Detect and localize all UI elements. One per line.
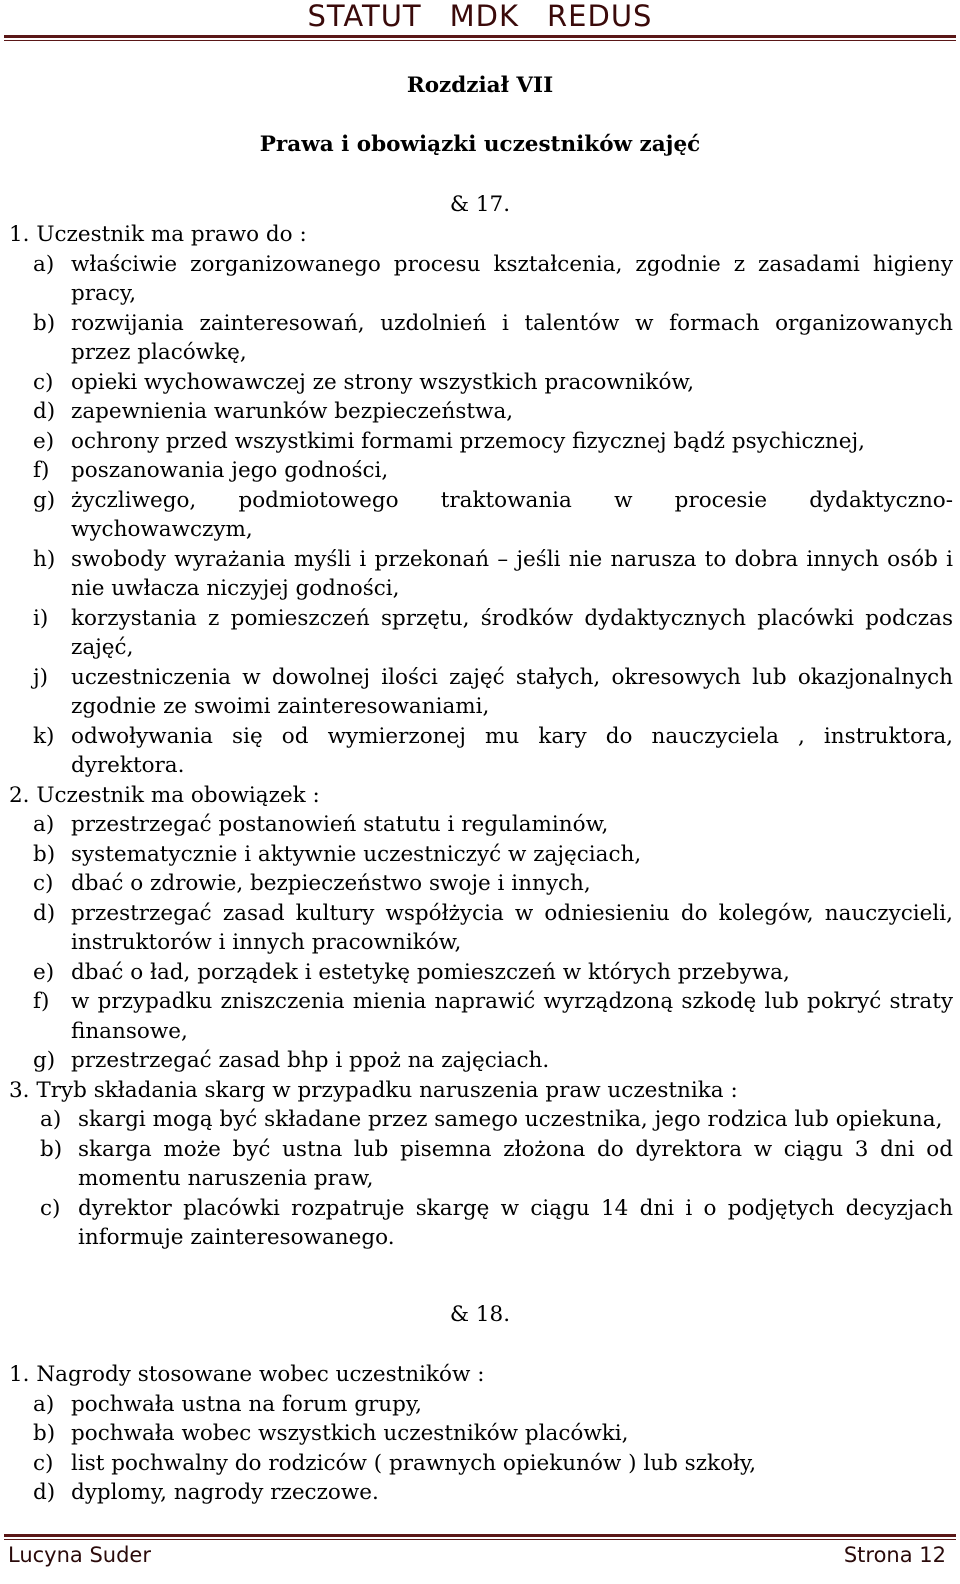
item-label: k)	[33, 723, 55, 749]
list-item	[9, 309, 953, 368]
list-item	[9, 1419, 953, 1449]
item-label: c)	[33, 369, 54, 395]
footer-rule-thin	[4, 1539, 956, 1540]
running-header	[0, 0, 960, 32]
item-text: odwoływania się od wymierzonej mu kary do nauczyciela , instruktora, dyrektora.	[71, 723, 953, 778]
point-1	[9, 220, 953, 250]
item-text: dyplomy, nagrody rzeczowe.	[71, 1480, 379, 1505]
item-label: f)	[33, 989, 50, 1014]
item-text: przestrzegać zasad kultury współżycia w odniesieniu do kolegów, nauczycieli, instruktorów i innych pracowników,	[71, 900, 953, 955]
list-item	[9, 1194, 953, 1253]
point-label: 3.	[9, 1077, 30, 1103]
header-word-3: REDUS	[547, 0, 653, 33]
item-text: właściwie zorganizowanego procesu kształcenia, zgodnie z zasadami higieny pracy,	[71, 251, 953, 306]
item-text: pochwała wobec wszystkich uczestników placówki,	[71, 1421, 629, 1446]
item-label: b)	[33, 310, 56, 336]
list-item	[9, 1135, 953, 1194]
list-item	[9, 1105, 953, 1135]
item-text: dyrektor placówki rozpatruje skargę w ciągu 14 dni i o podjętych decyzjach informuje zainteresowanego.	[78, 1195, 953, 1250]
header-rule-thick	[4, 35, 956, 38]
point-2	[9, 781, 953, 811]
item-text: rozwijania zainteresowań, uzdolnień i talentów w formach organizowanych przez placówkę,	[71, 310, 953, 365]
list-item	[9, 486, 953, 545]
section-heading-18: & 18.	[449, 1302, 511, 1327]
item-text: życzliwego, podmiotowego traktowania w procesie dydaktyczno-wychowawczym,	[71, 487, 953, 542]
list-item	[9, 1449, 953, 1479]
point-label: 2.	[9, 782, 30, 808]
point-text: Tryb składania skarg w przypadku naruszenia praw uczestnika :	[36, 1077, 738, 1103]
item-label: h)	[33, 546, 56, 572]
point-text: Uczestnik ma obowiązek :	[36, 782, 320, 808]
item-text: korzystania z pomieszczeń sprzętu, środków dydaktycznych placówki podczas zajęć,	[71, 605, 953, 660]
page-number: Strona 12	[843, 1543, 946, 1567]
item-label: b)	[40, 1136, 63, 1162]
item-text: poszanowania jego godności,	[71, 458, 389, 483]
item-text: skarga może być ustna lub pisemna złożona do dyrektora w ciągu 3 dni od momentu naruszenia praw,	[78, 1136, 953, 1191]
item-text: przestrzegać postanowień statutu i regulaminów,	[71, 812, 609, 837]
point-label: 1.	[9, 222, 30, 247]
point-label: 1.	[9, 1362, 30, 1387]
list-item	[9, 368, 953, 398]
item-text: dbać o ład, porządek i estetykę pomieszczeń w których przebywa,	[71, 959, 790, 985]
list-item	[9, 545, 953, 604]
item-label: d)	[33, 900, 56, 926]
list-item	[9, 1046, 953, 1076]
item-label: a)	[40, 1107, 62, 1132]
point-text: Uczestnik ma prawo do :	[36, 222, 307, 247]
header-rule-thin	[4, 40, 956, 41]
item-label: d)	[33, 399, 56, 424]
item-label: j)	[33, 664, 49, 690]
list-item	[9, 840, 953, 870]
footer-author: Lucyna Suder	[8, 1543, 151, 1567]
item-label: g)	[33, 487, 56, 513]
list-item	[9, 987, 953, 1046]
point-3	[9, 1076, 953, 1106]
item-label: e)	[33, 428, 55, 454]
list-item	[9, 604, 953, 663]
item-label: a)	[33, 1391, 55, 1417]
item-text: swobody wyrażania myśli i przekonań – jeśli nie narusza to dobra innych osób i nie uwłacza niczyjej godności,	[71, 546, 953, 601]
chapter-title: Prawa i obowiązki uczestników zajęć	[259, 132, 701, 157]
list-item	[9, 899, 953, 958]
item-label: c)	[33, 871, 54, 896]
item-text: list pochwalny do rodziców ( prawnych opiekunów ) lub szkoły,	[71, 1450, 757, 1476]
list-item	[9, 810, 953, 840]
footer-rule-thick	[4, 1534, 956, 1537]
section-18-body	[9, 1360, 953, 1508]
list-item	[9, 663, 953, 722]
list-item	[9, 958, 953, 988]
item-text: ochrony przed wszystkimi formami przemocy fizycznej bądź psychicznej,	[71, 428, 865, 454]
header-word-2: MDK	[449, 0, 520, 33]
list-item	[9, 722, 953, 781]
item-text: w przypadku zniszczenia mienia naprawić wyrządzoną szkodę lub pokryć straty finansowe,	[71, 989, 953, 1044]
item-text: systematycznie i aktywnie uczestniczyć w zajęciach,	[71, 841, 642, 867]
item-label: i)	[33, 605, 49, 631]
list-item	[9, 1390, 953, 1420]
item-label: a)	[33, 812, 55, 837]
list-item	[9, 397, 953, 427]
item-text: opieki wychowawczej ze strony wszystkich pracowników,	[71, 369, 695, 395]
item-label: e)	[33, 959, 55, 985]
item-label: b)	[33, 1421, 56, 1446]
section-heading-17: & 17.	[449, 192, 511, 217]
item-label: c)	[40, 1195, 61, 1221]
list-item	[9, 250, 953, 309]
item-text: uczestniczenia w dowolnej ilości zajęć stałych, okresowych lub okazjonalnych zgodnie ze swoimi zainteresowaniami,	[71, 664, 953, 719]
item-text: dbać o zdrowie, bezpieczeństwo swoje i innych,	[71, 871, 591, 896]
list-item	[9, 869, 953, 899]
list-item	[9, 456, 953, 486]
list-item	[9, 1478, 953, 1508]
item-text: skargi mogą być składane przez samego uczestnika, jego rodzica lub opiekuna,	[78, 1107, 943, 1132]
item-label: f)	[33, 458, 50, 483]
header-word-1: STATUT	[307, 0, 422, 33]
item-label: b)	[33, 841, 56, 867]
item-label: g)	[33, 1048, 56, 1073]
chapter-number: Rozdział VII	[406, 73, 554, 98]
item-text: pochwała ustna na forum grupy,	[71, 1391, 422, 1417]
list-item	[9, 427, 953, 457]
item-label: a)	[33, 251, 55, 277]
item-label: c)	[33, 1450, 54, 1476]
item-label: d)	[33, 1480, 56, 1505]
section-17-body	[9, 220, 953, 1253]
item-text: przestrzegać zasad bhp i ppoż na zajęciach.	[71, 1048, 550, 1073]
point-1	[9, 1360, 953, 1390]
point-text: Nagrody stosowane wobec uczestników :	[36, 1362, 485, 1387]
item-text: zapewnienia warunków bezpieczeństwa,	[71, 399, 514, 424]
